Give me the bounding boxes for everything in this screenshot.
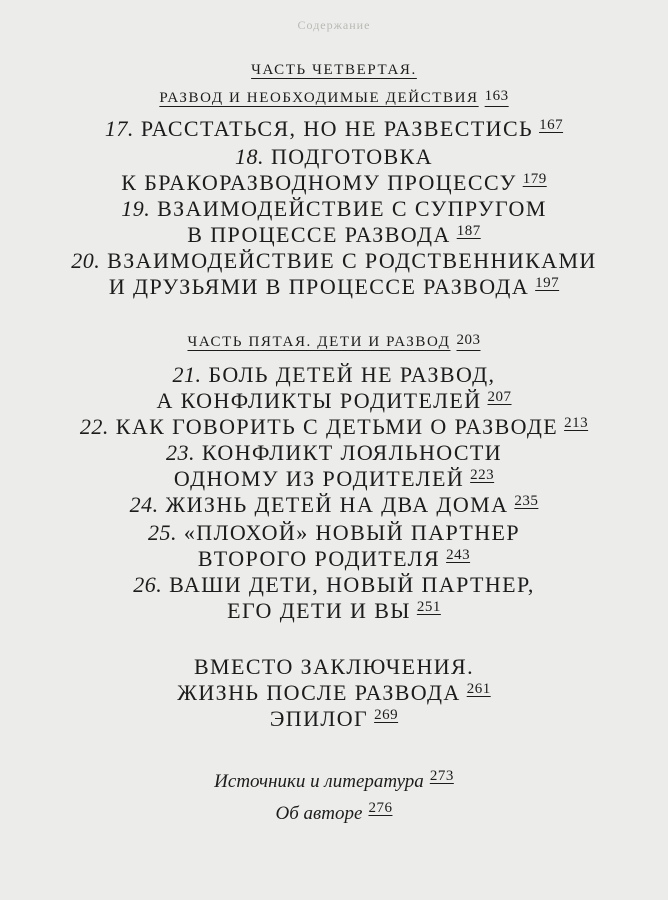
- part4-title: РАЗВОД И НЕОБХОДИМЫЕ ДЕЙСТВИЯ: [159, 90, 479, 106]
- toc-entry-21-cont[interactable]: [0, 388, 668, 414]
- ch26-number: 26.: [133, 572, 163, 597]
- ch18-title-line2: К БРАКОРАЗВОДНОМУ ПРОЦЕССУ: [121, 170, 517, 195]
- toc-entry-23[interactable]: [0, 440, 668, 466]
- toc-entry-20-cont[interactable]: [0, 274, 668, 300]
- ch19-number: 19.: [121, 196, 151, 221]
- part4-label: ЧАСТЬ ЧЕТВЕРТАЯ.: [251, 62, 417, 78]
- toc-entry-24[interactable]: [0, 492, 668, 518]
- ch20-page: 197: [535, 275, 560, 291]
- author-title: Об авторе: [275, 803, 363, 824]
- toc-entry-conclusion[interactable]: [0, 654, 668, 680]
- ch18-page: 179: [522, 171, 547, 187]
- conclusion-title-line1: ВМЕСТО ЗАКЛЮЧЕНИЯ.: [193, 654, 475, 679]
- ch19-title-line1: ВЗАИМОДЕЙСТВИЕ С СУПРУГОМ: [157, 196, 547, 221]
- conclusion-title-line2: ЖИЗНЬ ПОСЛЕ РАЗВОДА: [177, 680, 461, 705]
- ch23-number: 23.: [165, 440, 195, 465]
- epilogue-title: ЭПИЛОГ: [269, 706, 369, 731]
- toc-entry-epilogue[interactable]: [0, 706, 668, 732]
- part4-page: 163: [484, 88, 509, 104]
- toc-entry-18-cont[interactable]: [0, 170, 668, 196]
- ch17-title: РАССТАТЬСЯ, НО НЕ РАЗВЕСТИСЬ: [140, 116, 534, 141]
- ch21-title-line2: А КОНФЛИКТЫ РОДИТЕЛЕЙ: [156, 388, 482, 413]
- toc-entry-19[interactable]: [0, 196, 668, 222]
- part5-page: 203: [456, 332, 481, 348]
- ch25-title-line2: ВТОРОГО РОДИТЕЛЯ: [197, 546, 441, 571]
- toc-entry-25-cont[interactable]: [0, 546, 668, 572]
- ch26-page: 251: [416, 599, 441, 615]
- ch23-page: 223: [470, 467, 495, 483]
- ch26-title-line1: ВАШИ ДЕТИ, НОВЫЙ ПАРТНЕР,: [169, 572, 535, 597]
- ch24-number: 24.: [129, 492, 159, 517]
- ch22-page: 213: [564, 415, 589, 431]
- ch17-number: 17.: [104, 116, 134, 141]
- conclusion-page: 261: [466, 681, 491, 697]
- ch17-page: 167: [539, 117, 564, 133]
- toc-entry-23-cont[interactable]: [0, 466, 668, 492]
- toc-entry-conclusion-cont[interactable]: [0, 680, 668, 706]
- toc-entry-20[interactable]: [0, 248, 668, 274]
- ch20-number: 20.: [71, 248, 101, 273]
- part5-title: ЧАСТЬ ПЯТАЯ. ДЕТИ И РАЗВОД: [187, 334, 451, 350]
- ch26-title-line2: ЕГО ДЕТИ И ВЫ: [227, 598, 411, 623]
- ch23-title-line1: КОНФЛИКТ ЛОЯЛЬНОСТИ: [201, 440, 503, 465]
- part4-title-row[interactable]: [0, 88, 668, 107]
- toc-entry-26-cont[interactable]: [0, 598, 668, 624]
- ch18-number: 18.: [235, 144, 265, 169]
- ch20-title-line2: И ДРУЗЬЯМИ В ПРОЦЕССЕ РАЗВОДА: [108, 274, 530, 299]
- bleed-through-text: Содержание: [297, 18, 371, 32]
- toc-entry-26[interactable]: [0, 572, 668, 598]
- ch22-number: 22.: [79, 414, 109, 439]
- toc-entry-sources[interactable]: [0, 768, 668, 793]
- author-page: 276: [368, 800, 393, 816]
- toc-entry-18[interactable]: [0, 144, 668, 170]
- epilogue-page: 269: [374, 707, 399, 723]
- ch19-page: 187: [456, 223, 481, 239]
- ch21-number: 21.: [172, 362, 202, 387]
- sources-title: Источники и литература: [214, 771, 424, 792]
- ch25-title-line1: «ПЛОХОЙ» НОВЫЙ ПАРТНЕР: [183, 520, 521, 545]
- toc-entry-19-cont[interactable]: [0, 222, 668, 248]
- sources-page: 273: [429, 768, 454, 784]
- ch22-title: КАК ГОВОРИТЬ С ДЕТЬМИ О РАЗВОДЕ: [115, 414, 559, 439]
- toc-entry-17[interactable]: [0, 116, 668, 142]
- ch25-number: 25.: [147, 520, 177, 545]
- toc-entry-25[interactable]: [0, 520, 668, 546]
- ch20-title-line1: ВЗАИМОДЕЙСТВИЕ С РОДСТВЕННИКАМИ: [107, 248, 597, 273]
- toc-entry-author[interactable]: [0, 800, 668, 825]
- ch23-title-line2: ОДНОМУ ИЗ РОДИТЕЛЕЙ: [173, 466, 465, 491]
- ch19-title-line2: В ПРОЦЕССЕ РАЗВОДА: [187, 222, 451, 247]
- toc-entry-22[interactable]: [0, 414, 668, 440]
- ch24-page: 235: [514, 493, 539, 509]
- part5-heading[interactable]: [0, 332, 668, 351]
- ch18-title-line1: ПОДГОТОВКА: [270, 144, 433, 169]
- ch25-page: 243: [446, 547, 471, 563]
- ch24-title: ЖИЗНЬ ДЕТЕЙ НА ДВА ДОМА: [165, 492, 509, 517]
- part4-heading[interactable]: [0, 62, 668, 79]
- toc-entry-21[interactable]: [0, 362, 668, 388]
- ch21-page: 207: [487, 389, 512, 405]
- ch21-title-line1: БОЛЬ ДЕТЕЙ НЕ РАЗВОД,: [208, 362, 496, 387]
